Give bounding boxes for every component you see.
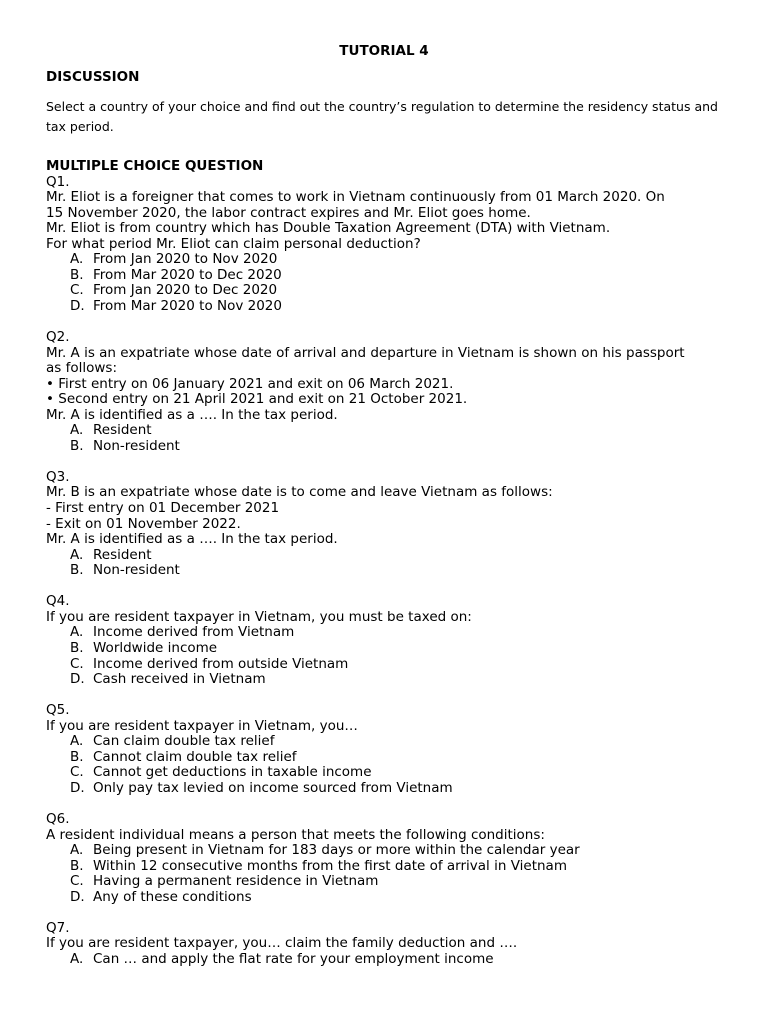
option-letter: B. <box>70 562 84 579</box>
answer-option <box>70 625 736 641</box>
question-text-line: - Exit on 01 November 2022. <box>46 515 241 532</box>
answer-option <box>70 890 736 906</box>
option-text: Cannot get deductions in taxable income <box>93 764 372 781</box>
option-letter: C. <box>70 655 84 672</box>
question-label: Q1. <box>46 173 70 190</box>
option-letter: C. <box>70 282 84 299</box>
option-letter: A. <box>70 624 84 641</box>
question-text-line: A resident individual means a person that meets the following conditions: <box>46 826 545 843</box>
answer-option <box>70 657 736 673</box>
option-text: Resident <box>93 546 152 563</box>
question-text-line: Mr. A is identified as a …. In the tax period. <box>46 406 338 423</box>
question-text-line: • First entry on 06 January 2021 and exit on 06 March 2021. <box>46 375 454 392</box>
question-text-line: • Second entry on 21 April 2021 and exit on 21 October 2021. <box>46 391 468 408</box>
answer-option <box>70 641 736 657</box>
option-letter: A. <box>70 733 84 750</box>
option-text: Cannot claim double tax relief <box>93 748 297 765</box>
option-letter: A. <box>70 950 84 967</box>
question-label: Q2. <box>46 329 70 346</box>
page-title: TUTORIAL 4 <box>339 43 429 59</box>
question-text-line: Mr. B is an expatriate whose date is to come and leave Vietnam as follows: <box>46 484 553 501</box>
option-text: Having a permanent residence in Vietnam <box>93 873 379 890</box>
question-text-line: 15 November 2020, the labor contract expires and Mr. Eliot goes home. <box>46 204 531 221</box>
answer-option <box>70 252 736 268</box>
option-letter: A. <box>70 422 84 439</box>
option-text: Can … and apply the flat rate for your employment income <box>93 950 494 967</box>
question-text-line: Mr. Eliot is from country which has Double Taxation Agreement (DTA) with Vietnam. <box>46 220 611 237</box>
answer-option <box>70 563 736 579</box>
option-text: From Mar 2020 to Nov 2020 <box>93 297 282 314</box>
mcq-section <box>46 159 736 967</box>
question-text-line: Mr. A is an expatriate whose date of arrival and departure in Vietnam is shown on his passport <box>46 344 685 361</box>
option-letter: D. <box>70 779 85 796</box>
question-q6 <box>46 812 736 905</box>
answer-options <box>46 625 736 687</box>
question-text-line: Mr. A is identified as a …. In the tax period. <box>46 531 338 548</box>
question-label: Q5. <box>46 702 70 719</box>
option-letter: A. <box>70 842 84 859</box>
option-text: Non-resident <box>93 437 180 454</box>
answer-option <box>70 750 736 766</box>
option-text: Worldwide income <box>93 639 218 656</box>
mcq-heading: MULTIPLE CHOICE QUESTION <box>46 158 264 174</box>
answer-option <box>70 299 736 315</box>
option-letter: B. <box>70 266 84 283</box>
discussion-text: Select a country of your choice and find out the country’s regulation to determine the residency status and tax period. <box>46 99 718 134</box>
option-letter: B. <box>70 857 84 874</box>
question-text-line: If you are resident taxpayer in Vietnam, you… <box>46 717 358 734</box>
question-label: Q7. <box>46 919 70 936</box>
option-letter: B. <box>70 437 84 454</box>
question-text-line: as follows: <box>46 360 117 377</box>
question-q4 <box>46 594 736 687</box>
answer-options <box>46 548 736 579</box>
option-letter: D. <box>70 297 85 314</box>
option-letter: B. <box>70 748 84 765</box>
question-text-line: If you are resident taxpayer in Vietnam, you must be taxed on: <box>46 608 472 625</box>
question-text-line: For what period Mr. Eliot can claim personal deduction? <box>46 235 421 252</box>
option-letter: A. <box>70 251 84 268</box>
question-q3 <box>46 470 736 579</box>
answer-option <box>70 283 736 299</box>
question-label: Q6. <box>46 810 70 827</box>
question-label: Q3. <box>46 468 70 485</box>
question-q1 <box>46 175 736 315</box>
answer-option <box>70 874 736 890</box>
option-letter: B. <box>70 639 84 656</box>
answer-options <box>46 734 736 796</box>
answer-option <box>70 423 736 439</box>
option-letter: C. <box>70 873 84 890</box>
question-q5 <box>46 703 736 796</box>
option-text: From Jan 2020 to Nov 2020 <box>93 251 278 268</box>
answer-options <box>46 952 736 968</box>
option-text: Cash received in Vietnam <box>93 671 266 688</box>
answer-options <box>46 423 736 454</box>
discussion-heading: DISCUSSION <box>46 69 140 85</box>
answer-option <box>70 268 736 284</box>
question-text-line: If you are resident taxpayer, you… claim the family deduction and …. <box>46 935 518 952</box>
option-text: From Mar 2020 to Dec 2020 <box>93 266 282 283</box>
option-letter: A. <box>70 546 84 563</box>
question-label: Q4. <box>46 593 70 610</box>
question-q7 <box>46 921 736 968</box>
answer-option <box>70 548 736 564</box>
question-text-line: - First entry on 01 December 2021 <box>46 500 280 517</box>
option-text: Only pay tax levied on income sourced from Vietnam <box>93 779 453 796</box>
answer-option <box>70 843 736 859</box>
answer-option <box>70 859 736 875</box>
answer-options <box>46 252 736 314</box>
question-q2 <box>46 330 736 454</box>
option-text: Income derived from Vietnam <box>93 624 295 641</box>
option-text: From Jan 2020 to Dec 2020 <box>93 282 278 299</box>
answer-option <box>70 952 736 968</box>
answer-option <box>70 672 736 688</box>
answer-option <box>70 734 736 750</box>
answer-option <box>70 765 736 781</box>
question-text-line: Mr. Eliot is a foreigner that comes to work in Vietnam continuously from 01 March 2020. On <box>46 189 665 206</box>
option-letter: D. <box>70 888 85 905</box>
option-text: Non-resident <box>93 562 180 579</box>
option-letter: C. <box>70 764 84 781</box>
option-text: Resident <box>93 422 152 439</box>
option-text: Can claim double tax relief <box>93 733 275 750</box>
option-text: Any of these conditions <box>93 888 252 905</box>
answer-option <box>70 781 736 797</box>
answer-option <box>70 439 736 455</box>
option-text: Being present in Vietnam for 183 days or more within the calendar year <box>93 842 580 859</box>
option-letter: D. <box>70 671 85 688</box>
option-text: Income derived from outside Vietnam <box>93 655 349 672</box>
option-text: Within 12 consecutive months from the first date of arrival in Vietnam <box>93 857 567 874</box>
question-list <box>46 175 736 968</box>
answer-options <box>46 843 736 905</box>
